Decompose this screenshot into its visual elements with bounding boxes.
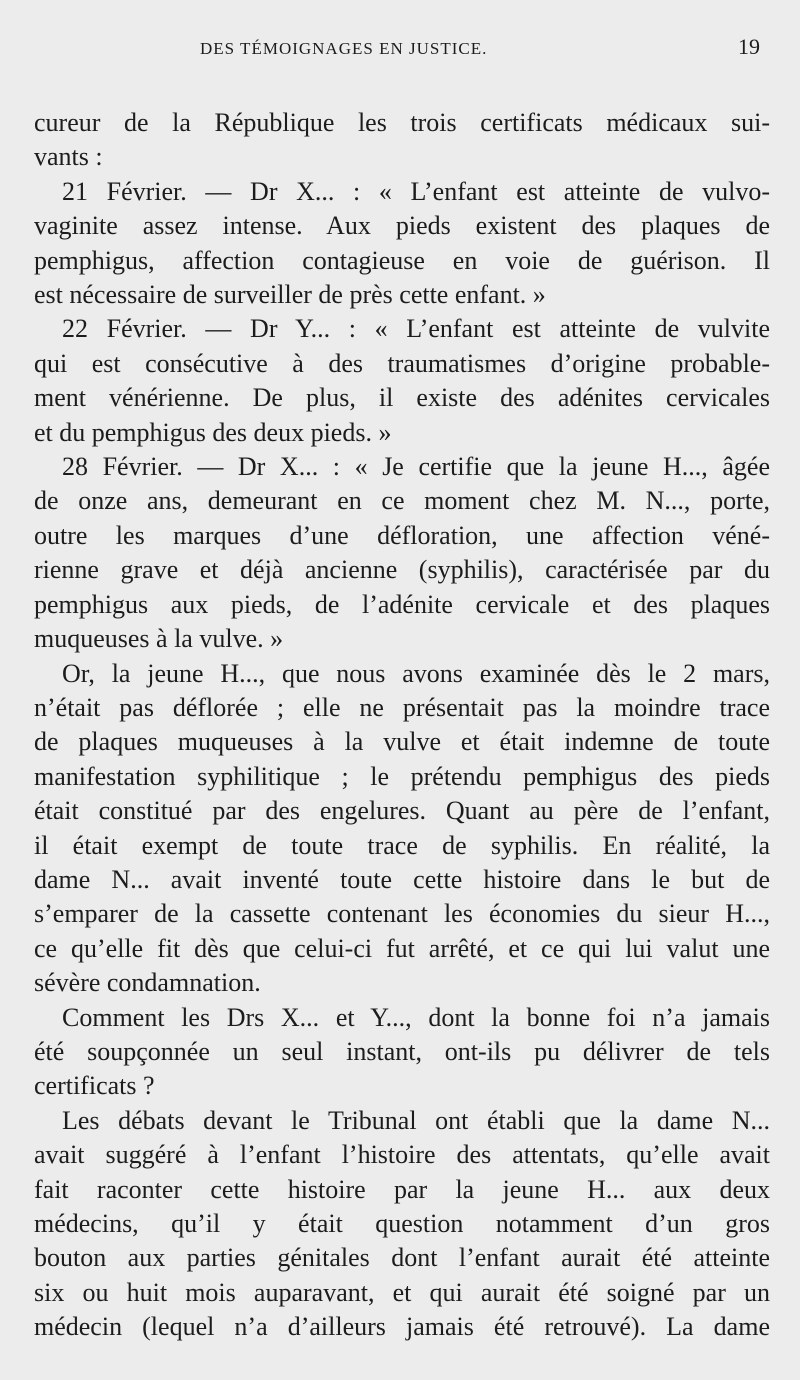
text-line: il était exempt de toute trace de syphilis. En réalité, la — [34, 830, 770, 860]
text-line: bouton aux parties génitales dont l’enfant aurait été atteinte — [34, 1243, 770, 1273]
text-line: pemphigus aux pieds, de l’adénite cervicale et des plaques — [34, 589, 770, 619]
text-line: 22 Février. — Dr Y... : « L’enfant est atteinte de vulvite — [62, 314, 770, 344]
text-line: sévère condamnation. — [34, 968, 261, 998]
text-line: pemphigus, affection contagieuse en voie de guérison. Il — [34, 245, 770, 275]
text-line: ment vénérienne. De plus, il existe des adénites cervicales — [34, 383, 770, 413]
text-line: été soupçonnée un seul instant, ont-ils pu délivrer de tels — [34, 1036, 770, 1066]
text-line: n’était pas déflorée ; elle ne présentait pas la moindre trace — [34, 692, 770, 722]
text-line: vants : — [34, 142, 103, 172]
body-text — [34, 106, 770, 1345]
text-line: outre les marques d’une défloration, une affection véné- — [34, 520, 770, 550]
text-line: vaginite assez intense. Aux pieds existent des plaques de — [34, 211, 770, 241]
text-line: six ou huit mois auparavant, et qui aurait été soigné par un — [34, 1277, 770, 1307]
text-line: est nécessaire de surveiller de près cette enfant. » — [34, 280, 546, 310]
text-line: Or, la jeune H..., que nous avons examinée dès le 2 mars, — [62, 658, 770, 688]
text-line: Les débats devant le Tribunal ont établi que la dame N... — [62, 1105, 770, 1135]
text-line: 28 Février. — Dr X... : « Je certifie que la jeune H..., âgée — [62, 452, 770, 482]
text-line: fait raconter cette histoire par la jeune H... aux deux — [34, 1174, 770, 1204]
text-line: muqueuses à la vulve. » — [34, 624, 284, 654]
text-line: médecin (lequel n’a d’ailleurs jamais été retrouvé). La dame — [34, 1312, 770, 1342]
text-line: était constitué par des engelures. Quant au père de l’enfant, — [34, 796, 770, 826]
text-line: avait suggéré à l’enfant l’histoire des attentats, qu’elle avait — [34, 1140, 770, 1170]
text-line: Comment les Drs X... et Y..., dont la bonne foi n’a jamais — [62, 1002, 770, 1032]
running-title: DES TÉMOIGNAGES EN JUSTICE. — [200, 39, 488, 58]
text-line: et du pemphigus des deux pieds. » — [34, 417, 392, 447]
text-line: de onze ans, demeurant en ce moment chez M. N..., porte, — [34, 486, 770, 516]
text-line: s’emparer de la cassette contenant les économies du sieur H..., — [34, 899, 770, 929]
text-line: cureur de la République les trois certificats médicaux sui- — [34, 108, 770, 137]
text-line: manifestation syphilitique ; le prétendu pemphigus des pieds — [34, 761, 770, 791]
page-number: 19 — [738, 34, 760, 59]
text-line: dame N... avait inventé toute cette histoire dans le but de — [34, 864, 770, 894]
text-line: de plaques muqueuses à la vulve et était indemne de toute — [34, 727, 770, 757]
text-line: rienne grave et déjà ancienne (syphilis), caractérisée par du — [34, 555, 770, 585]
text-line: certificats ? — [34, 1071, 155, 1101]
text-line: médecins, qu’il y était question notamment d’un gros — [34, 1209, 770, 1238]
page-header — [34, 34, 770, 66]
text-line: ce qu’elle fit dès que celui-ci fut arrêté, et ce qui lui valut une — [34, 933, 770, 963]
text-line: qui est consécutive à des traumatismes d’origine probable- — [34, 348, 770, 378]
text-line: 21 Février. — Dr X... : « L’enfant est atteinte de vulvo- — [62, 176, 770, 206]
